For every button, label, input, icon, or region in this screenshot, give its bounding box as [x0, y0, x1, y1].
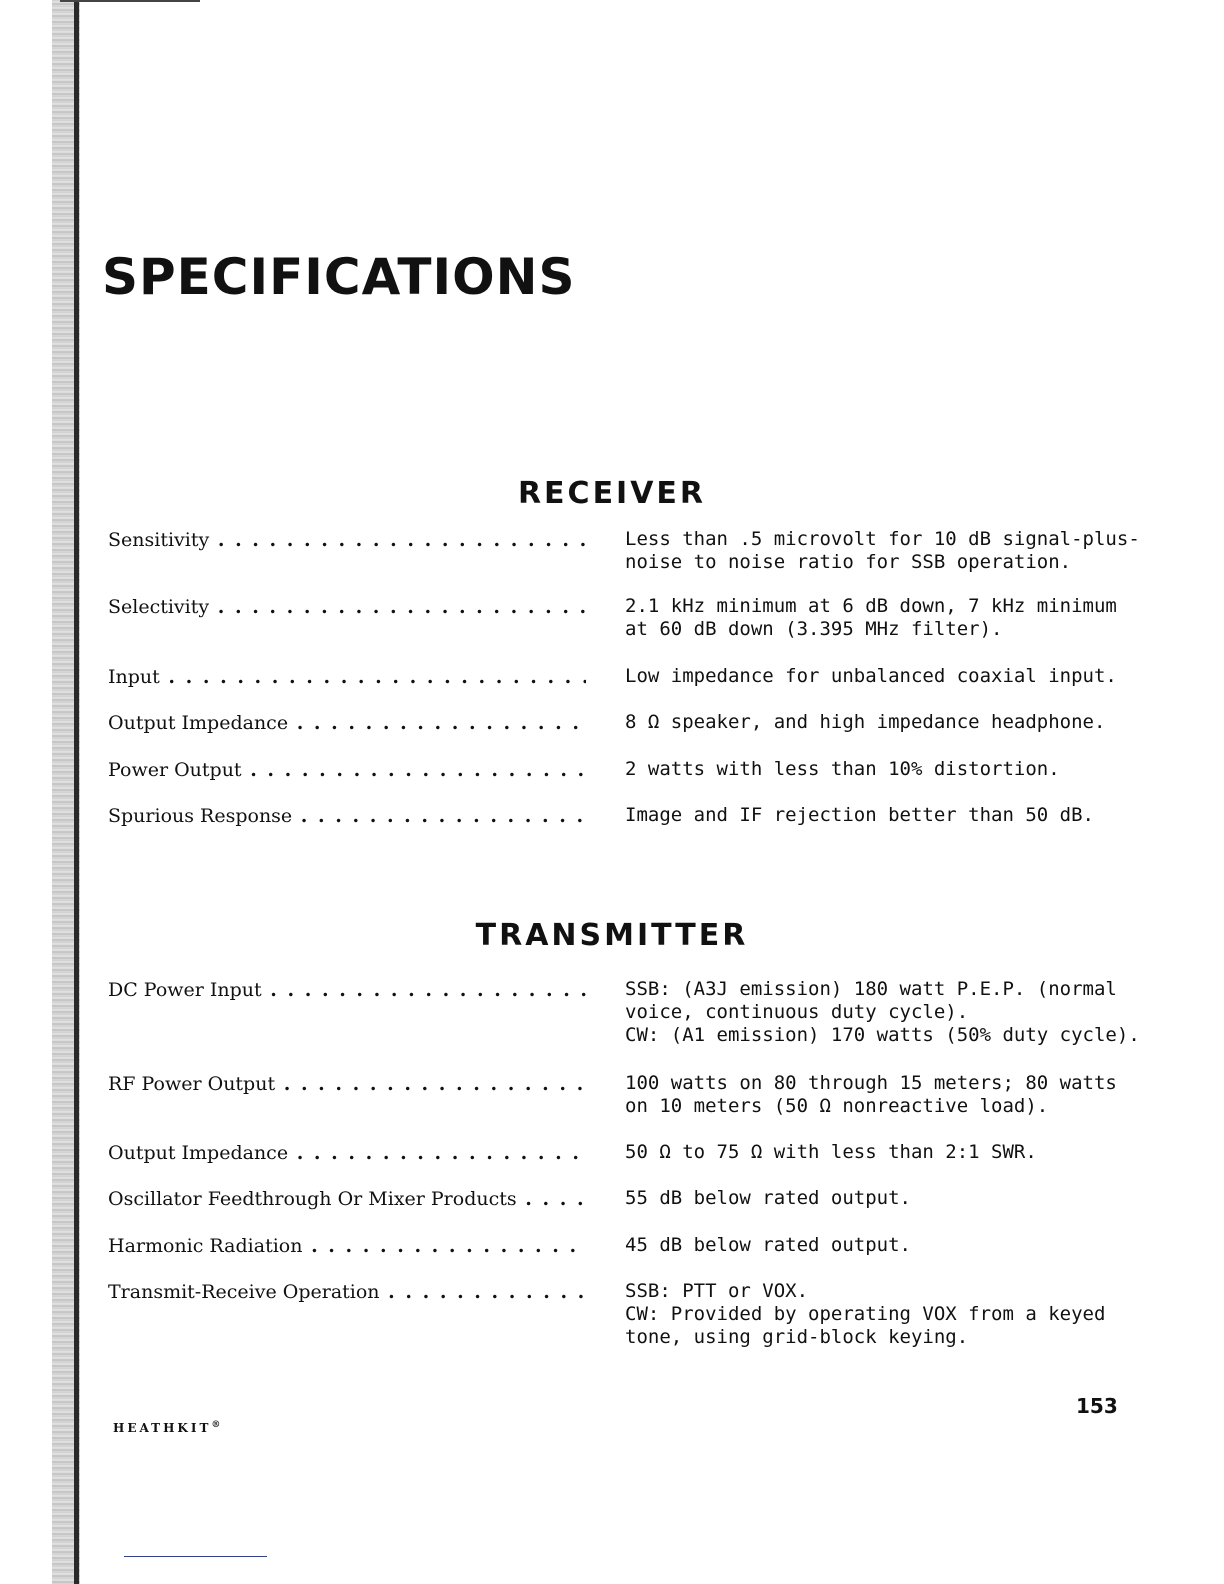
spec-value-line: 45 dB below rated output. [625, 1234, 911, 1256]
spec-label: Input . . . [108, 665, 586, 689]
binding-line [74, 0, 79, 1584]
spec-value-line: on 10 meters (50 Ω nonreactive load). [625, 1095, 1049, 1117]
spec-value-line: 100 watts on 80 through 15 meters; 80 watts [625, 1072, 1117, 1094]
spec-value [625, 1141, 1115, 1164]
spec-value-line: noise to noise ratio for SSB operation. [625, 551, 1072, 573]
receiver-heading: RECEIVER [517, 476, 707, 511]
spec-label: Transmit-Receive Operation . . . [108, 1280, 586, 1304]
brand-name: HEATHKIT [113, 1421, 212, 1435]
transmitter-heading: TRANSMITTER [475, 918, 749, 953]
spec-value [625, 595, 1115, 641]
spec-value [625, 978, 1140, 1047]
bottom-rule [124, 1556, 267, 1557]
spec-value-line: Image and IF rejection better than 50 dB. [625, 804, 1094, 826]
spec-value-line: Less than .5 microvolt for 10 dB signal-plus- [625, 528, 1140, 550]
spec-value [625, 1187, 1115, 1210]
page-title: SPECIFICATIONS [102, 248, 576, 306]
spec-label: Oscillator Feedthrough Or Mixer Products . . . [108, 1187, 586, 1211]
spec-label: Output Impedance . . . [108, 711, 586, 735]
spec-label: Selectivity . . . [108, 595, 586, 619]
spec-value-line: CW: (A1 emission) 170 watts (50% duty cycle). [625, 1024, 1140, 1046]
spec-value-line: SSB: (A3J emission) 180 watt P.E.P. (normal [625, 978, 1117, 1000]
spec-label: Spurious Response . . . [108, 804, 586, 828]
brand-logo [113, 1420, 220, 1435]
spec-label: Power Output . . . [108, 758, 586, 782]
spec-value [625, 665, 1115, 688]
spec-label: Harmonic Radiation . . . [108, 1234, 586, 1258]
spec-value-line: at 60 dB down (3.395 MHz filter). [625, 618, 1003, 640]
spec-label: Sensitivity . . . [108, 528, 586, 552]
spec-value-line: voice, continuous duty cycle). [625, 1001, 969, 1023]
spec-value [625, 1072, 1115, 1118]
spec-value [625, 528, 1140, 574]
spec-label: Output Impedance . . . [108, 1141, 586, 1165]
spec-value-line: CW: Provided by operating VOX from a keyed [625, 1303, 1106, 1325]
page-number: 153 [1076, 1394, 1118, 1418]
spec-value-line: 55 dB below rated output. [625, 1187, 911, 1209]
spec-label: DC Power Input . . . [108, 978, 586, 1002]
spec-value [625, 758, 1115, 781]
spec-value [625, 1280, 1115, 1349]
spec-value-line: 2.1 kHz minimum at 6 dB down, 7 kHz minimum [625, 595, 1117, 617]
spec-value-line: tone, using grid-block keying. [625, 1326, 969, 1348]
top-rule [60, 0, 200, 2]
spec-value-line: Low impedance for unbalanced coaxial input. [625, 665, 1117, 687]
spec-value [625, 804, 1115, 827]
spec-value-line: 50 Ω to 75 Ω with less than 2:1 SWR. [625, 1141, 1037, 1163]
spec-value-line: 2 watts with less than 10% distortion. [625, 758, 1060, 780]
spec-label: RF Power Output . . . [108, 1072, 586, 1096]
spec-value-line: SSB: PTT or VOX. [625, 1280, 809, 1302]
spec-value-line: 8 Ω speaker, and high impedance headphone. [625, 711, 1106, 733]
registered-mark: ® [211, 1420, 221, 1430]
spec-value [625, 1234, 1115, 1257]
spec-value [625, 711, 1115, 734]
